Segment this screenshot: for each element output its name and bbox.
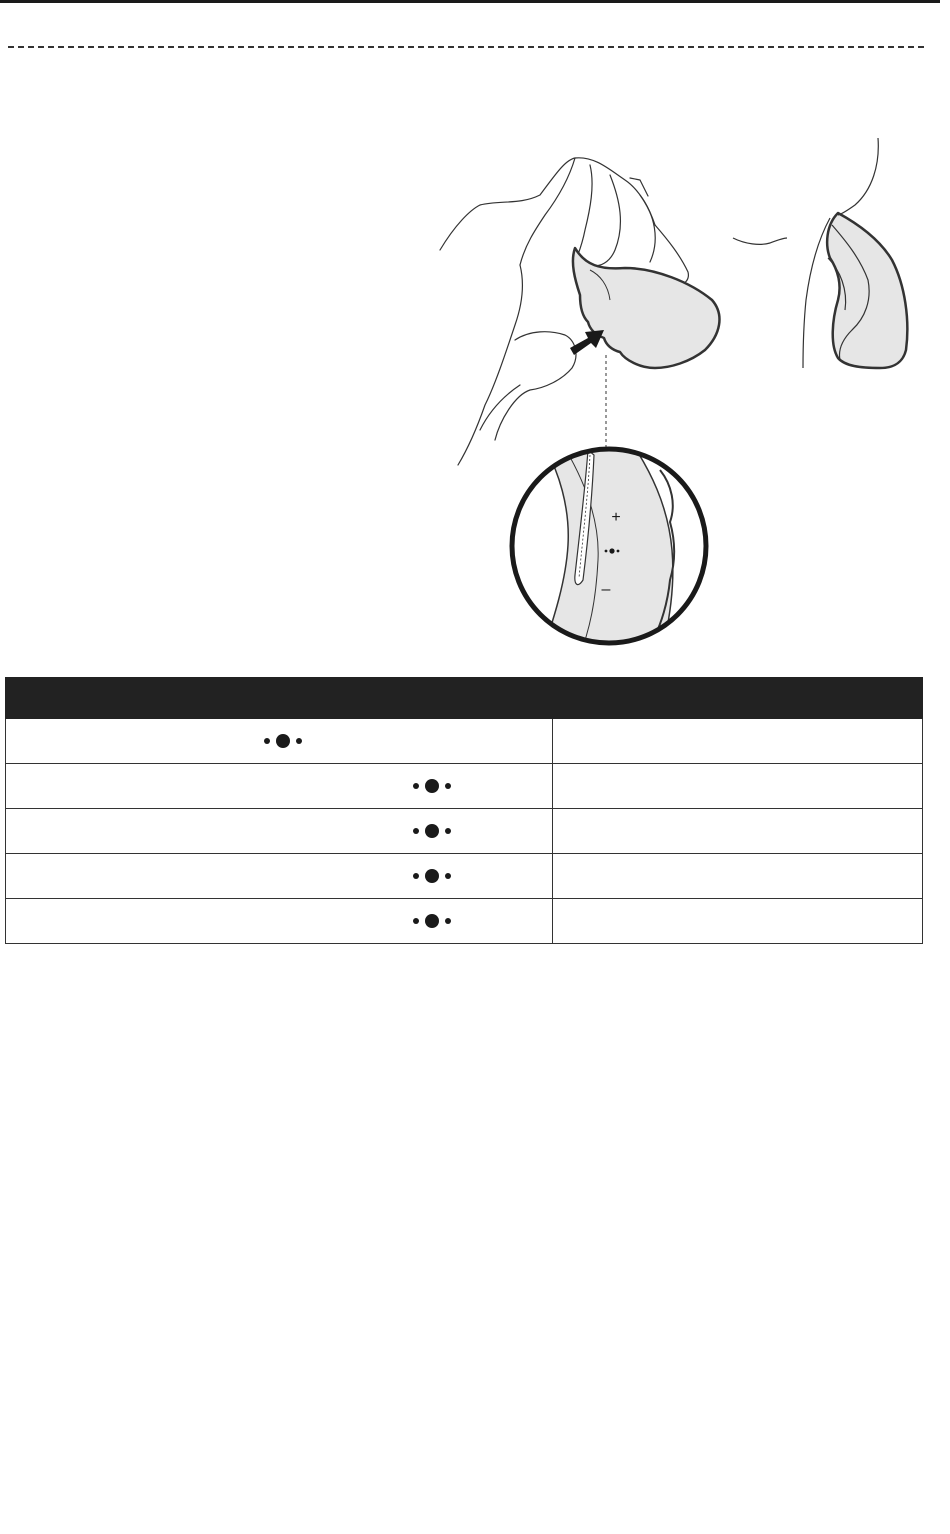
section-divider xyxy=(8,46,924,48)
volume-up-symbol: + xyxy=(611,509,621,526)
multi-function-button-icon xyxy=(264,734,302,748)
table-header-row xyxy=(6,678,923,719)
volume-down-symbol: – xyxy=(601,581,611,598)
left-earcup xyxy=(573,248,720,368)
top-rule xyxy=(0,0,940,3)
multi-function-button-icon xyxy=(413,914,451,928)
action-cell xyxy=(6,809,553,854)
headphone-controls-illustration xyxy=(430,130,920,650)
result-cell xyxy=(552,809,922,854)
control-table xyxy=(5,677,923,944)
result-cell xyxy=(552,854,922,899)
right-earcup xyxy=(827,213,907,368)
pointer-arrow-icon xyxy=(570,330,604,355)
multi-function-button-icon xyxy=(413,869,451,883)
result-cell xyxy=(552,764,922,809)
table-row xyxy=(6,854,923,899)
action-cell xyxy=(6,854,553,899)
table-row xyxy=(6,764,923,809)
action-cell xyxy=(6,719,553,764)
action-cell xyxy=(6,899,553,944)
header-result xyxy=(552,678,922,719)
jaw-outline xyxy=(733,238,787,244)
table-row xyxy=(6,809,923,854)
table-row xyxy=(6,899,923,944)
multi-function-button-icon xyxy=(413,824,451,838)
zoom-callout xyxy=(500,440,720,650)
table-row xyxy=(6,719,923,764)
result-cell xyxy=(552,719,922,764)
header-action xyxy=(6,678,553,719)
action-cell xyxy=(6,764,553,809)
multi-function-button-icon xyxy=(413,779,451,793)
result-cell xyxy=(552,899,922,944)
